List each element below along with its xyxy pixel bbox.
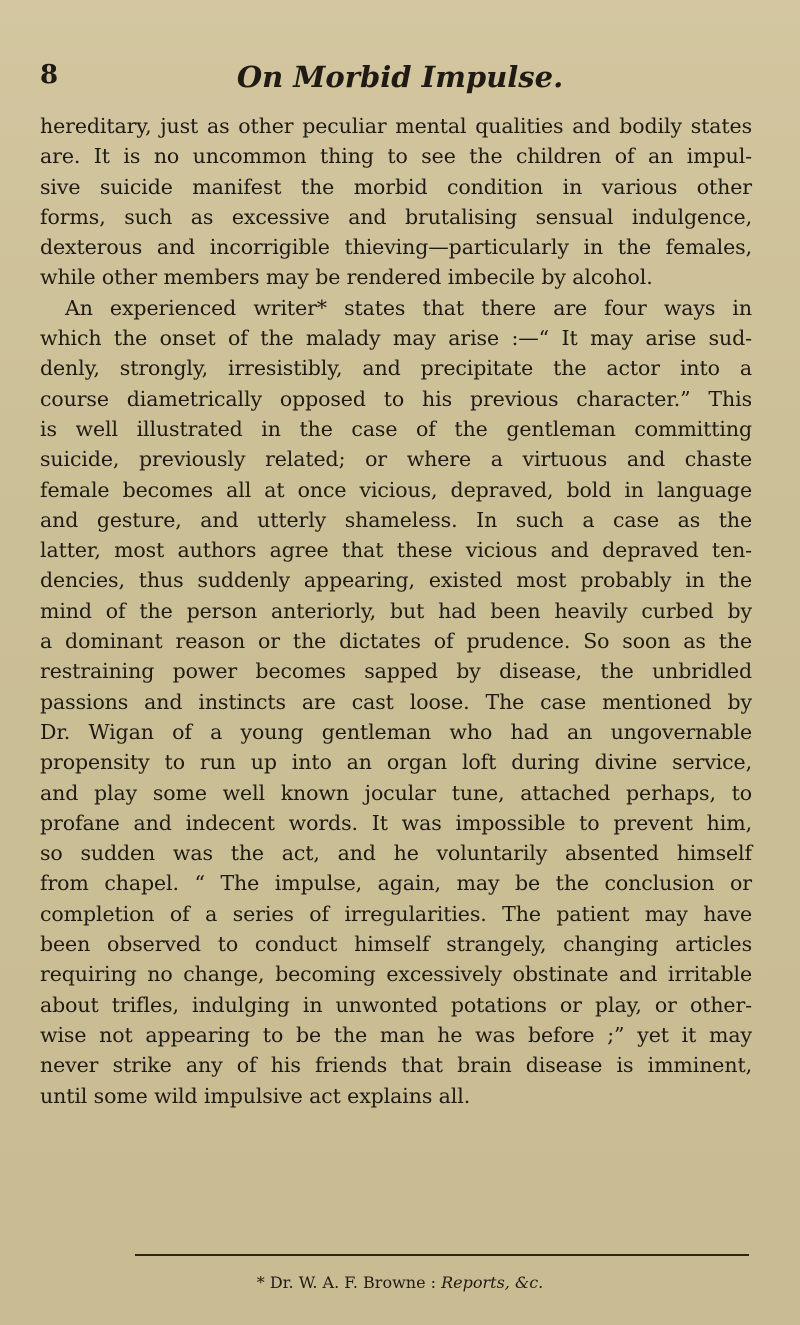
text-line: forms, such as excessive and brutalising sensual indulgence,	[40, 204, 752, 229]
text-line: sive suicide manifest the morbid condition in various other	[40, 174, 752, 199]
text-line: been observed to conduct himself strangely, changing articles	[40, 932, 752, 957]
text-line: course diametrically opposed to his previous character.” This	[40, 386, 752, 411]
footnote-source: Reports, &c.	[441, 1273, 544, 1292]
text-line: completion of a series of irregularities. The patient may have	[40, 901, 752, 926]
text-line: until some wild impulsive act explains all.	[40, 1083, 471, 1108]
text-line: profane and indecent words. It was impossible to prevent him,	[40, 810, 752, 835]
text-line: Dr. Wigan of a young gentleman who had an ungovernable	[40, 719, 752, 744]
text-line: never strike any of his friends that brain disease is imminent,	[40, 1053, 752, 1078]
text-line: restraining power becomes sapped by disease, the unbridled	[40, 659, 752, 684]
text-line: are. It is no uncommon thing to see the children of an impul-	[40, 144, 752, 169]
text-line: from chapel. “ The impulse, again, may be the conclusion or	[40, 871, 752, 896]
text-line: hereditary, just as other peculiar mental qualities and bodily states	[40, 114, 752, 138]
footnote-rule	[135, 1254, 749, 1256]
text-line: dexterous and incorrigible thieving—particularly in the females,	[40, 235, 752, 260]
page-number: 8	[40, 60, 59, 90]
page-header	[0, 60, 800, 100]
text-line: requiring no change, becoming excessively obstinate and irritable	[40, 962, 752, 987]
text-line: is well illustrated in the case of the gentleman committing	[40, 416, 752, 441]
text-line: while other members may be rendered imbecile by alcohol.	[40, 265, 653, 290]
text-line: suicide, previously related; or where a virtuous and chaste	[40, 447, 752, 472]
body-text	[40, 111, 752, 1111]
text-line: and gesture, and utterly shameless. In such a case as the	[40, 507, 752, 532]
text-line: denly, strongly, irresistibly, and precipitate the actor into a	[40, 356, 752, 381]
text-line: wise not appearing to be the man he was before ;” yet it may	[40, 1022, 752, 1047]
text-line: about trifles, indulging in unwonted potations or play, or other-	[40, 992, 752, 1017]
text-line: passions and instincts are cast loose. The case mentioned by	[40, 689, 752, 714]
text-line: latter, most authors agree that these vicious and depraved ten-	[40, 538, 752, 563]
text-line: which the onset of the malady may arise :—“ It may arise sud-	[40, 326, 752, 351]
text-line: An experienced writer* states that there are four ways in	[65, 295, 752, 320]
text-line: female becomes all at once vicious, depraved, bold in language	[40, 477, 752, 502]
text-line: mind of the person anteriorly, but had been heavily curbed by	[40, 598, 752, 623]
running-title: On Morbid Impulse.	[236, 60, 564, 94]
text-line: a dominant reason or the dictates of prudence. So soon as the	[40, 629, 752, 654]
text-line: and play some well known jocular tune, attached perhaps, to	[40, 780, 752, 805]
footnote	[0, 1273, 800, 1292]
text-line: propensity to run up into an organ loft during divine service,	[40, 750, 752, 775]
text-line: so sudden was the act, and he voluntarily absented himself	[40, 841, 752, 866]
text-line: dencies, thus suddenly appearing, existed most probably in the	[40, 568, 752, 593]
footnote-citation: * Dr. W. A. F. Browne :	[256, 1273, 442, 1292]
